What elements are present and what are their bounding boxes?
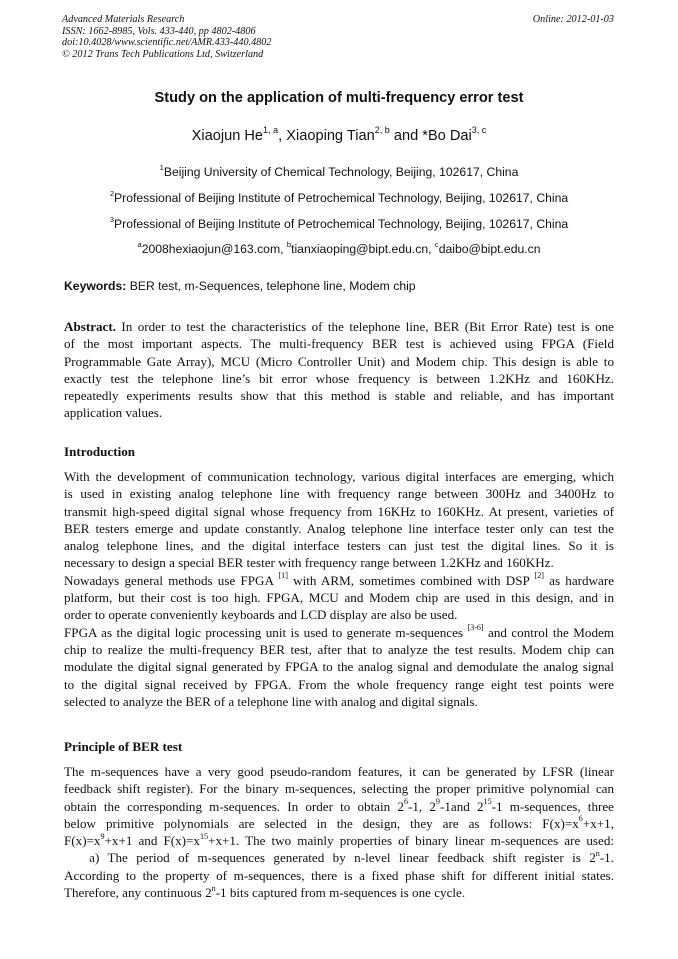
- abstract-paragraph: [64, 318, 614, 422]
- exponent: n: [595, 848, 600, 858]
- email-address: daibo@bipt.edu.cn: [438, 242, 541, 256]
- copyright-line: © 2012 Trans Tech Publications Ltd, Switzerland: [62, 48, 264, 60]
- introduction-heading: Introduction: [64, 444, 136, 459]
- principle-line: The m-sequences have a very good pseudo-random features, it can be generated by LFSR (linear: [64, 764, 614, 779]
- intro-line: transmit high-speed digital signal whose frequency from 16KHz to 160KHz. At present, varieties of: [64, 503, 614, 519]
- affiliation-1: [0, 162, 678, 179]
- intro-line: platform, but their cost is too high. FPGA, MCU and Modem chip are used in this design, and in: [64, 590, 614, 606]
- exponent: 15: [199, 831, 209, 841]
- doi-line: doi:10.4028/www.scientific.net/AMR.433-440.4802: [62, 37, 272, 49]
- abstract-text: In order to test the characteristics of the telephone line, BER (Bit Error Rate) test is one: [116, 319, 614, 334]
- exponent: 15: [483, 797, 492, 807]
- author-superscript: 1, a: [263, 124, 279, 135]
- principle-line: [64, 849, 614, 866]
- intro-line: order to operate conveniently keyboards and LCD display are also be used.: [64, 607, 458, 623]
- intro-line: is used in existing analog telephone line with frequency range between 300Hz and 3400Hz to: [64, 486, 614, 502]
- principle-line: [64, 884, 614, 901]
- email-marker: c: [434, 239, 439, 249]
- text-run: F(x)=x: [64, 833, 101, 849]
- abstract-line: of the most important aspects. The multi-frequency BER test is achieved using FPGA (Field: [64, 336, 614, 352]
- email-marker: b: [286, 239, 292, 249]
- introduction-paragraph: [64, 468, 614, 710]
- text-run: -1, 2: [408, 798, 436, 814]
- affiliation-text: Beijing University of Chemical Technology, Beijing, 102617, China: [163, 165, 519, 179]
- text-run: as hardware: [543, 572, 615, 588]
- text-run: +x+1,: [582, 815, 614, 831]
- author-superscript: 3, c: [471, 124, 487, 135]
- exponent: 9: [435, 797, 440, 807]
- email-line: [0, 239, 678, 256]
- intro-line: With the development of communication technology, various digital interfaces are emerging, which: [64, 469, 614, 484]
- principle-line: [64, 832, 614, 849]
- affiliation-text: Professional of Beijing Institute of Petrochemical Technology, Beijing, 102617, China: [114, 217, 569, 231]
- author-separator: ,: [278, 128, 287, 144]
- abstract-line: exactly test the telephone line’s bit error whose frequency is between 1.2KHz and 160KHz.: [64, 370, 614, 386]
- text-run: -1.: [599, 850, 614, 866]
- journal-name: Advanced Materials Research: [62, 14, 185, 25]
- principle-line: [64, 798, 614, 815]
- citation: [3-6]: [467, 623, 484, 633]
- paper-title: Study on the application of multi-frequency error test: [154, 90, 524, 106]
- intro-line: modulate the digital signal generated by FPGA to the analog signal and demodulate the analog signal: [64, 659, 614, 675]
- exponent: 6: [578, 814, 583, 824]
- intro-line: BER testers emerge and update constantly. Analog telephone line interface tester only can test the: [64, 520, 614, 536]
- text-run: Therefore, any continuous 2: [64, 885, 212, 901]
- intro-line: analog telephone lines, and the digital interface testers can just test the digital lines. So it is: [64, 538, 614, 554]
- exponent: 9: [100, 831, 105, 841]
- abstract-line: repeatedly experiments results show that this method is stable and reliable, and has important: [64, 388, 614, 404]
- online-date: Online: 2012-01-03: [532, 14, 614, 25]
- intro-line: to the digital signal received by FPGA. From the whole frequency range eight test points were: [64, 676, 614, 692]
- author-name: Xiaojun He: [191, 128, 264, 144]
- affiliation-2: [0, 188, 678, 205]
- keywords-line: [64, 279, 416, 293]
- keywords-text: BER test, m-Sequences, telephone line, Modem chip: [126, 279, 416, 293]
- text-run: Nowadays general methods use FPGA: [64, 572, 279, 588]
- abstract-label: Abstract.: [64, 319, 116, 334]
- author-name: Xiaoping Tian: [286, 128, 375, 144]
- author-superscript: 2, b: [374, 124, 390, 135]
- issn-line: ISSN: 1662-8985, Vols. 433-440, pp 4802-4806: [62, 25, 256, 37]
- intro-line: chip to realize the multi-frequency BER test, after that to analyze the test results. Modem chip can: [64, 641, 614, 657]
- exponent: 6: [403, 797, 409, 807]
- text-run: +x+1. The two mainly properties of binary linear m-sequences are used:: [208, 833, 615, 849]
- affiliation-text: Professional of Beijing Institute of Petrochemical Technology, Beijing, 102617, China: [114, 191, 569, 205]
- intro-line: [64, 572, 614, 589]
- principle-line: According to the property of m-sequences, there is a fixed phase shift for different initial states.: [64, 867, 614, 883]
- abstract-line: Programmable Gate Array), MCU (Micro Controller Unit) and Modem chip. This design is able to: [64, 353, 614, 369]
- text-run: FPGA as the digital logic processing unit is used to generate m-sequences: [64, 624, 468, 640]
- text-run: and control the Modem: [483, 624, 614, 640]
- affiliation-marker: 3: [109, 214, 115, 224]
- author-list: [0, 124, 678, 144]
- text-run: -1 bits captured from m-sequences is one cycle.: [215, 885, 466, 901]
- affiliation-3: [0, 214, 678, 231]
- principle-heading: Principle of BER test: [64, 739, 183, 754]
- email-marker: a: [137, 239, 142, 249]
- principle-line: [64, 815, 614, 832]
- intro-line: selected to analyze the BER of a telephone line with analog and digital signals.: [64, 693, 478, 709]
- citation: [1]: [278, 571, 288, 581]
- intro-line: [64, 624, 614, 641]
- citation: [2]: [534, 571, 544, 581]
- principle-line: feedback shift register). For the binary m-sequences, selecting the proper primitive polynomial can: [64, 781, 614, 797]
- author-separator: and *: [389, 128, 428, 144]
- text-run: -1and 2: [439, 798, 484, 814]
- abstract-line: application values.: [64, 405, 163, 421]
- text-run: a) The period of m-sequences generated by n-level linear feedback shift register is 2: [64, 850, 596, 866]
- email-address: tianxiaoping@bipt.edu.cn,: [291, 242, 435, 256]
- exponent: n: [211, 883, 216, 893]
- text-run: obtain the corresponding m-sequences. In order to obtain 2: [64, 798, 404, 814]
- email-address: 2008hexiaojun@163.com,: [141, 242, 287, 256]
- author-name: Bo Dai: [427, 128, 472, 144]
- intro-line: necessary to design a special BER tester with frequency range between 1.2KHz and 160KHz.: [64, 555, 554, 571]
- text-run: with ARM, sometimes combined with DSP: [287, 572, 535, 588]
- principle-paragraph: [64, 763, 614, 901]
- text-run: -1 m-sequences, three: [491, 798, 614, 814]
- journal-metadata: [62, 14, 271, 60]
- affiliation-marker: 2: [109, 188, 115, 198]
- keywords-label: Keywords:: [64, 279, 127, 293]
- abstract-line: [64, 318, 614, 335]
- text-run: +x+1 and F(x)=x: [104, 833, 200, 849]
- affiliation-marker: 1: [159, 162, 164, 172]
- text-run: below primitive polynomials are selected in the design, they are as follows: F(x)=x: [64, 815, 579, 831]
